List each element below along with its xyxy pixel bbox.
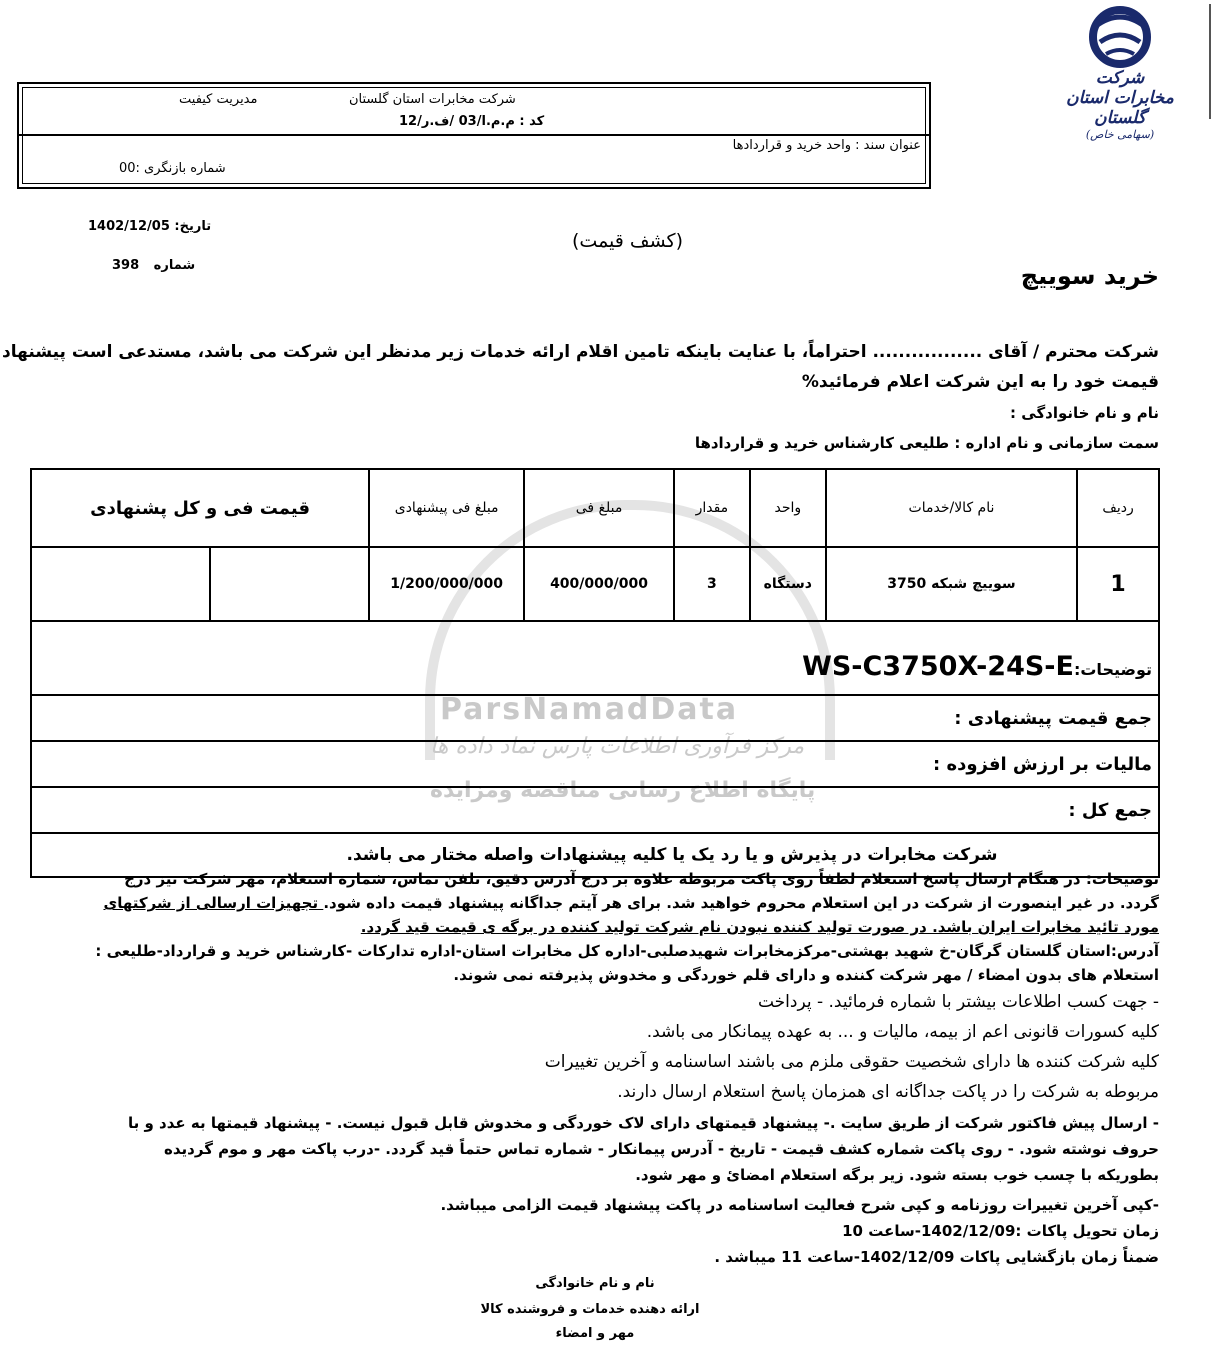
price-table: [30, 468, 1160, 878]
note-2: [103, 894, 1159, 912]
date-value: 1402/12/05: [88, 219, 170, 234]
col-unit-price: مبلغ فی: [524, 469, 674, 547]
note-4: آدرس:استان گلستان گرگان-خ شهید بهشتی-مرکزمخابرات شهیدصلبی-اداره کل مخابرات استان-اداره تدارکات -کارشناس خرید و قرارداد-طلیعی :: [95, 942, 1159, 960]
total-row: [31, 695, 1159, 741]
vat-row: [31, 741, 1159, 787]
header-divider: [19, 134, 929, 136]
watermark-line1: مرکز فرآوری اطلاعات پارس نماد داده ها: [430, 734, 805, 759]
cell-unit: دستگاه: [750, 547, 826, 621]
desc-cell: [31, 621, 1159, 695]
note-12: بطوریکه با چسب خوب بسته شود. زیر برگه استعلام امضائ و مهر شود.: [635, 1166, 1159, 1184]
vat-label: مالیات بر ارزش افزوده :: [31, 741, 1159, 787]
col-unit: واحد: [750, 469, 826, 547]
cell-empty-1: [210, 547, 370, 621]
note-2a: گردد. در غیر اینصورت از شرکت در این استعلام محروم خواهید شد. برای هر آیتم جداگانه پیشنهاد قیمت داده شود.: [323, 894, 1159, 912]
intro-line2: قیمت خود را به این شرکت اعلام فرمائید%: [801, 372, 1159, 392]
logo-divider: [1209, 4, 1211, 119]
note-1: توضیحات: در هنگام ارسال پاسخ استعلام لطفاً روی پاکت مربوطه علاوه بر درج آدرس دقیق، تلفن تماس، شماره استعلام، مهر شرکت نیز درج: [124, 870, 1159, 888]
header-department: مدیریت کیفیت: [179, 92, 258, 107]
note-8: کلیه شرکت کننده ها دارای شخصیت حقوقی ملزم می باشند اساسنامه و آخرین تغییرات: [544, 1052, 1159, 1072]
total-label: جمع قیمت پیشنهادی :: [31, 695, 1159, 741]
table-header-row: [31, 469, 1159, 547]
cell-empty-2: [31, 547, 210, 621]
grand-total-label: جمع کل :: [31, 787, 1159, 833]
table-footer-note: شرکت مخابرات در پذیرش و یا رد یک یا کلیه پیشنهادات واصله مختار می باشد.: [31, 833, 1159, 877]
cell-row-number: 1: [1077, 547, 1159, 621]
signature-name: نام و نام خانوادگی: [535, 1276, 655, 1291]
main-title: خرید سوییچ: [1020, 262, 1159, 290]
col-qty: مقدار: [674, 469, 750, 547]
number-value: 398: [112, 258, 140, 273]
watermark-brand: ParsNamadData: [440, 692, 739, 727]
desc-label: توضیحات:: [1073, 659, 1152, 679]
cell-unit-price: 400/000/000: [524, 547, 674, 621]
col-proposed-unit-price: مبلغ فی پیشنهادی: [369, 469, 524, 547]
tci-logo-icon: [1084, 6, 1156, 68]
col-proposed-total: قیمت فی و کل پشنهادی: [31, 469, 369, 547]
company-logo: [1065, 6, 1175, 141]
intro-name-label: نام و نام خانوادگی :: [1010, 404, 1159, 422]
intro-position: سمت سازمانی و نام اداره : طلیعی کارشناس خرید و قراردادها: [694, 434, 1159, 452]
intro-line1: شرکت محترم / آقای ................. احتراماً، با عنایت باینکه تامین اقلام ارائه خدمات زیر مدنظر این شرکت می باشد، مستدعی است پیشنهاد: [2, 342, 1159, 362]
doc-type: (کشف قیمت): [572, 230, 683, 252]
header-doc-title: عنوان سند : واحد خرید و قراردادها: [732, 138, 921, 153]
logo-name: شرکت مخابرات استان گلستان: [1066, 68, 1174, 128]
note-9: مربوطه به شرکت را در پاکت جداگانه ای همزمان پاسخ استعلام ارسال دارند.: [617, 1082, 1159, 1102]
note-7: کلیه کسورات قانونی اعم از بیمه، مالیات و ... به عهده پیمانکار می باشد.: [646, 1022, 1159, 1042]
table-row: [31, 547, 1159, 621]
header-company: شرکت مخابرات استان گلستان: [349, 92, 516, 107]
desc-row: [31, 621, 1159, 695]
note-15: ضمناً زمان بازگشایی پاکات 1402/12/09-ساعت 11 میباشد .: [714, 1248, 1159, 1266]
logo-sub: (سهامی خاص): [1085, 128, 1155, 141]
number-row: [112, 258, 195, 273]
cell-item-name: سوییچ شبکه 3750: [826, 547, 1077, 621]
col-item: نام کالا/خدمات: [826, 469, 1077, 547]
note-10: - ارسال پیش فاکتور شرکت از طریق سایت .- پیشنهاد قیمتهای دارای لاک خوردگی و مخدوش قابل قبول نیست. - پیشنهاد قیمتها به عدد و با: [128, 1114, 1159, 1132]
desc-value: WS-C3750X-24S-E: [802, 650, 1074, 682]
header-code: کد : م.م.ا/03 /ف.ر/12: [399, 114, 545, 129]
note-2b: تجهیزات ارسالی از شرکتهای: [103, 894, 324, 912]
note-14: زمان تحویل پاکات :1402/12/09-ساعت 10: [842, 1222, 1159, 1240]
col-row: ردیف: [1077, 469, 1159, 547]
watermark-line2: پایگاه اطلاع رسانی مناقصه ومزایده: [430, 778, 816, 803]
note-11: حروف نوشته شود. - روی پاکت شماره کشف قیمت - تاریخ - آدرس پیمانکار - شماره تماس حتماً قید گردد. -درب پاکت مهر و موم گردیده: [164, 1140, 1159, 1158]
cell-proposed-price: 1/200/000/000: [369, 547, 524, 621]
cell-qty: 3: [674, 547, 750, 621]
grand-total-row: [31, 787, 1159, 833]
note-5: استعلام های بدون امضاء / مهر شرکت کننده و دارای قلم خوردگی و مخدوش پذیرفته نمی شوند.: [453, 966, 1159, 984]
number-label: شماره: [153, 258, 196, 273]
date-label: تاریخ:: [174, 219, 212, 234]
note-13: -کپی آخرین تغییرات روزنامه و کپی شرح فعالیت اساسنامه در پاکت پیشنهاد قیمت الزامی میباشد.: [440, 1196, 1159, 1214]
note-3: مورد تائید مخابرات ایران باشد. در صورت تولید کننده نبودن نام شرکت تولید کننده در برگه ی قیمت قید گردد.: [360, 918, 1159, 936]
header-revision: شماره بازنگری :00: [119, 161, 226, 176]
signature-seal: مهر و امضاء: [555, 1326, 635, 1341]
signature-provider: ارائه دهنده خدمات و فروشنده کالا: [480, 1302, 700, 1317]
document-header: [17, 82, 931, 189]
date-row: [88, 219, 211, 234]
note-6: - جهت کسب اطلاعات بیشتر با شماره فرمائید. - پرداخت: [757, 992, 1159, 1012]
